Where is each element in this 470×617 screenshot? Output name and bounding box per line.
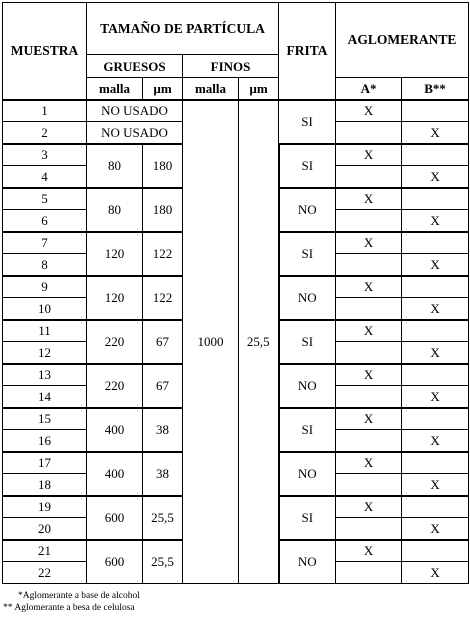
sample-number: 11 [3,320,87,342]
sample-number: 14 [3,386,87,408]
sample-number: 8 [3,254,87,276]
sample-number: 7 [3,232,87,254]
sample-number: 9 [3,276,87,298]
binder-a-mark: X [336,540,402,562]
binder-b-mark: X [402,254,469,276]
binder-a-mark [336,298,402,320]
footnotes [2,591,140,614]
binder-b-mark [402,276,469,298]
gruesos-um-value: 38 [143,452,183,496]
gruesos-not-used: NO USADO [87,122,183,144]
binder-b-mark [402,232,469,254]
sample-number: 3 [3,144,87,166]
binder-a-mark: X [336,364,402,386]
binder-b-mark [402,320,469,342]
finos-malla-value: 1000 [183,100,239,584]
gruesos-malla-value: 80 [87,144,143,188]
binder-a-mark: X [336,188,402,210]
sample-number: 4 [3,166,87,188]
gruesos-malla-value: 80 [87,188,143,232]
sample-number: 13 [3,364,87,386]
header-aglomerante: AGLOMERANTE [336,3,469,78]
header-gruesos-um: µm [143,78,183,100]
binder-a-mark [336,166,402,188]
frita-value: SI [279,496,336,540]
footnote-binder-b: ** Aglomerante a besa de celulosa [3,602,135,613]
header-tamano-particula: TAMAÑO DE PARTÍCULA [87,3,279,55]
binder-b-mark [402,452,469,474]
sample-number: 16 [3,430,87,452]
sample-number: 10 [3,298,87,320]
sample-number: 19 [3,496,87,518]
binder-b-mark: X [402,210,469,232]
gruesos-malla-value: 400 [87,408,143,452]
samples-table [2,2,469,584]
gruesos-um-value: 67 [143,364,183,408]
gruesos-um-value: 25,5 [143,496,183,540]
binder-a-mark: X [336,276,402,298]
sample-number: 6 [3,210,87,232]
binder-b-mark: X [402,122,469,144]
binder-a-mark [336,562,402,584]
sample-number: 17 [3,452,87,474]
binder-b-mark: X [402,518,469,540]
gruesos-um-value: 67 [143,320,183,364]
gruesos-um-value: 25,5 [143,540,183,584]
header-finos-malla: malla [183,78,239,100]
sample-number: 2 [3,122,87,144]
binder-b-mark: X [402,562,469,584]
frita-value: NO [279,452,336,496]
binder-a-mark [336,342,402,364]
binder-a-mark [336,210,402,232]
gruesos-not-used: NO USADO [87,100,183,122]
gruesos-malla-value: 600 [87,540,143,584]
gruesos-um-value: 180 [143,188,183,232]
frita-value: NO [279,276,336,320]
binder-a-mark: X [336,408,402,430]
gruesos-malla-value: 600 [87,496,143,540]
binder-a-mark [336,122,402,144]
binder-a-mark [336,430,402,452]
binder-a-mark: X [336,496,402,518]
binder-b-mark [402,540,469,562]
binder-b-mark [402,408,469,430]
frita-value: SI [279,408,336,452]
header-gruesos-malla: malla [87,78,143,100]
binder-b-mark [402,496,469,518]
binder-a-mark [336,254,402,276]
gruesos-um-value: 180 [143,144,183,188]
binder-b-mark: X [402,430,469,452]
binder-b-mark: X [402,342,469,364]
sample-number: 20 [3,518,87,540]
samples-table-container [2,2,469,584]
frita-value: SI [279,100,336,144]
gruesos-um-value: 38 [143,408,183,452]
binder-a-mark: X [336,320,402,342]
header-muestra: MUESTRA [3,3,87,100]
gruesos-malla-value: 220 [87,364,143,408]
binder-b-mark [402,100,469,122]
gruesos-malla-value: 400 [87,452,143,496]
binder-a-mark [336,474,402,496]
binder-b-mark: X [402,298,469,320]
header-finos: FINOS [183,55,279,78]
sample-number: 12 [3,342,87,364]
header-gruesos: GRUESOS [87,55,183,78]
binder-a-mark: X [336,452,402,474]
binder-b-mark: X [402,474,469,496]
gruesos-malla-value: 220 [87,320,143,364]
finos-um-value: 25,5 [239,100,279,584]
gruesos-malla-value: 120 [87,232,143,276]
header-aglomerante-b: B** [402,78,469,100]
footnote-binder-a: *Aglomerante a base de alcohol [18,591,140,601]
frita-value: NO [279,188,336,232]
binder-a-mark [336,518,402,540]
header-finos-um: µm [239,78,279,100]
sample-number: 1 [3,100,87,122]
binder-b-mark: X [402,386,469,408]
header-frita: FRITA [279,3,336,100]
header-aglomerante-a: A* [336,78,402,100]
sample-number: 5 [3,188,87,210]
gruesos-malla-value: 120 [87,276,143,320]
binder-b-mark: X [402,166,469,188]
binder-b-mark [402,364,469,386]
binder-a-mark: X [336,100,402,122]
binder-b-mark [402,188,469,210]
binder-b-mark [402,144,469,166]
sample-number: 21 [3,540,87,562]
frita-value: SI [279,232,336,276]
frita-value: NO [279,364,336,408]
binder-a-mark: X [336,232,402,254]
binder-a-mark [336,386,402,408]
gruesos-um-value: 122 [143,232,183,276]
frita-value: SI [279,144,336,188]
frita-value: NO [279,540,336,584]
gruesos-um-value: 122 [143,276,183,320]
binder-a-mark: X [336,144,402,166]
sample-number: 18 [3,474,87,496]
frita-value: SI [279,320,336,364]
sample-number: 15 [3,408,87,430]
sample-number: 22 [3,562,87,584]
